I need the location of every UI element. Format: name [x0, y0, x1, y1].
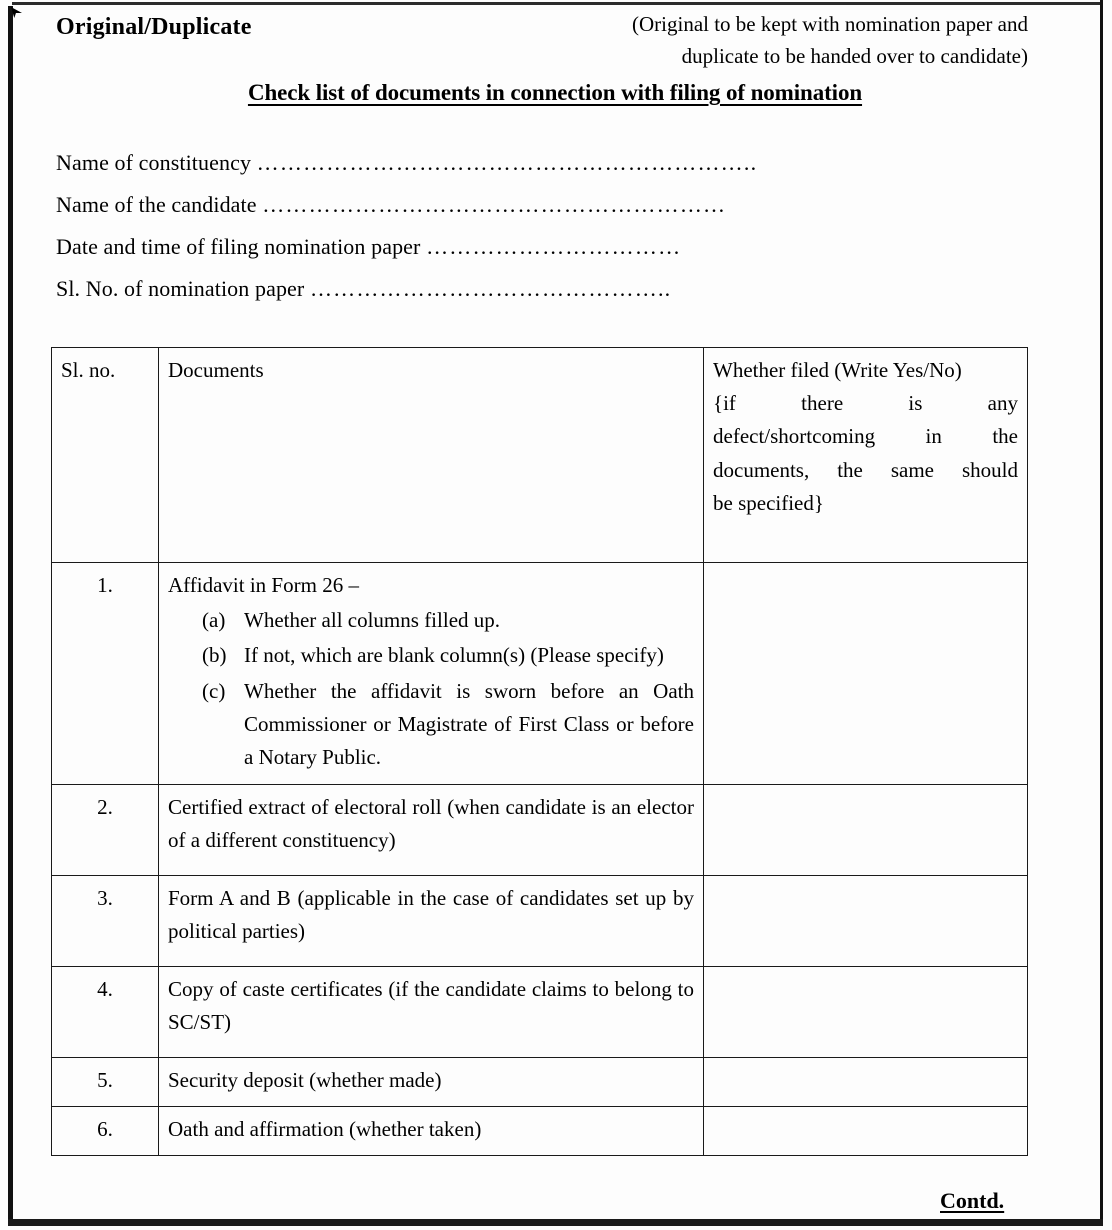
- row-1-sub-item-b-text: If not, which are blank column(s) (Please specify): [244, 643, 664, 668]
- document-header: [20, 0, 1090, 72]
- row-1-document: [159, 563, 704, 785]
- table-row: [52, 1058, 1028, 1107]
- row-1-sub-item-c-text: Whether the affidavit is sworn before an Oath Commissioner or Magistrate of First Class or before a Notary Public.: [244, 678, 694, 769]
- row-1-sub-item-c: [202, 675, 694, 775]
- table-row: [52, 1107, 1028, 1156]
- field-date-time-filing-label: Date and time of filing nomination paper: [56, 234, 421, 259]
- header-note: [558, 9, 1028, 72]
- column-header-sl-no: Sl. no.: [52, 348, 159, 563]
- field-date-time-filing-dots: ……………………………: [426, 234, 682, 259]
- row-2-document: Certified extract of electoral roll (when candidate is an elector of a different constituency): [159, 785, 704, 876]
- field-candidate-name[interactable]: [56, 192, 1090, 218]
- column-header-whether-filed-line-3: defect/shortcoming in the: [713, 424, 1018, 449]
- row-6-document: Oath and affirmation (whether taken): [159, 1107, 704, 1156]
- page-edge-left: [8, 6, 13, 1224]
- page-title: Check list of documents in connection with filing of nomination: [247, 80, 863, 105]
- page-edge-right: [1100, 0, 1103, 1224]
- row-1-sub-item-a-marker: (a): [202, 608, 226, 633]
- checklist-table: [51, 347, 1028, 1156]
- page-edge-bottom: [8, 1219, 1103, 1226]
- row-1-sub-items: [168, 604, 694, 774]
- header-note-line-2: duplicate to be handed over to candidate): [681, 43, 1028, 68]
- field-sl-no-nomination-paper-dots: ………………………………………..: [309, 276, 672, 301]
- row-5-whether-filed-input[interactable]: [704, 1058, 1028, 1107]
- field-candidate-name-label: Name of the candidate: [56, 192, 257, 217]
- row-2-sl-no: 2.: [52, 785, 159, 876]
- row-2-whether-filed-input[interactable]: [704, 785, 1028, 876]
- row-1-whether-filed-input[interactable]: [704, 563, 1028, 785]
- row-3-whether-filed-input[interactable]: [704, 876, 1028, 967]
- fill-in-fields: [20, 150, 1090, 302]
- column-header-whether-filed-line-2: {if there is any: [713, 391, 1018, 416]
- row-5-document: Security deposit (whether made): [159, 1058, 704, 1107]
- field-constituency-dots: ………………………………………………………..: [256, 150, 758, 175]
- field-sl-no-nomination-paper[interactable]: [56, 276, 1090, 302]
- column-header-whether-filed-line-5: be specified}: [713, 490, 824, 515]
- field-sl-no-nomination-paper-label: Sl. No. of nomination paper: [56, 276, 305, 301]
- field-date-time-filing[interactable]: [56, 234, 1090, 260]
- table-row: [52, 876, 1028, 967]
- document-content: [20, 0, 1090, 1218]
- row-4-document: Copy of caste certificates (if the candidate claims to belong to SC/ST): [159, 967, 704, 1058]
- row-1-sub-item-b: [202, 639, 694, 672]
- row-1-sub-item-c-marker: (c): [202, 678, 226, 703]
- row-1-sub-item-a: [202, 604, 694, 637]
- table-row: [52, 563, 1028, 785]
- column-header-whether-filed: [704, 348, 1028, 563]
- row-6-whether-filed-input[interactable]: [704, 1107, 1028, 1156]
- row-5-sl-no: 5.: [52, 1058, 159, 1107]
- row-1-sl-no: 1.: [52, 563, 159, 785]
- row-3-sl-no: 3.: [52, 876, 159, 967]
- row-6-sl-no: 6.: [52, 1107, 159, 1156]
- field-constituency[interactable]: [56, 150, 1090, 176]
- row-4-whether-filed-input[interactable]: [704, 967, 1028, 1058]
- column-header-whether-filed-line-1: Whether filed (Write Yes/No): [713, 358, 962, 382]
- row-1-sub-item-a-text: Whether all columns filled up.: [244, 608, 501, 633]
- row-3-document: Form A and B (applicable in the case of candidates set up by political parties): [159, 876, 704, 967]
- header-note-line-1: (Original to be kept with nomination paper and: [632, 12, 1028, 36]
- row-1-sub-item-b-marker: (b): [202, 643, 227, 668]
- table-row: [52, 967, 1028, 1058]
- original-duplicate-label: Original/Duplicate: [56, 14, 252, 40]
- field-constituency-label: Name of constituency: [56, 150, 252, 175]
- continued-label: Contd.: [940, 1188, 1005, 1213]
- column-header-whether-filed-line-4: documents, the same should: [713, 457, 1018, 482]
- field-candidate-name-dots: ……………………………………………………: [262, 192, 727, 217]
- row-4-sl-no: 4.: [52, 967, 159, 1058]
- table-header-row: [52, 348, 1028, 563]
- table-row: [52, 785, 1028, 876]
- column-header-documents: Documents: [159, 348, 704, 563]
- row-1-document-title: Affidavit in Form 26 –: [168, 573, 359, 597]
